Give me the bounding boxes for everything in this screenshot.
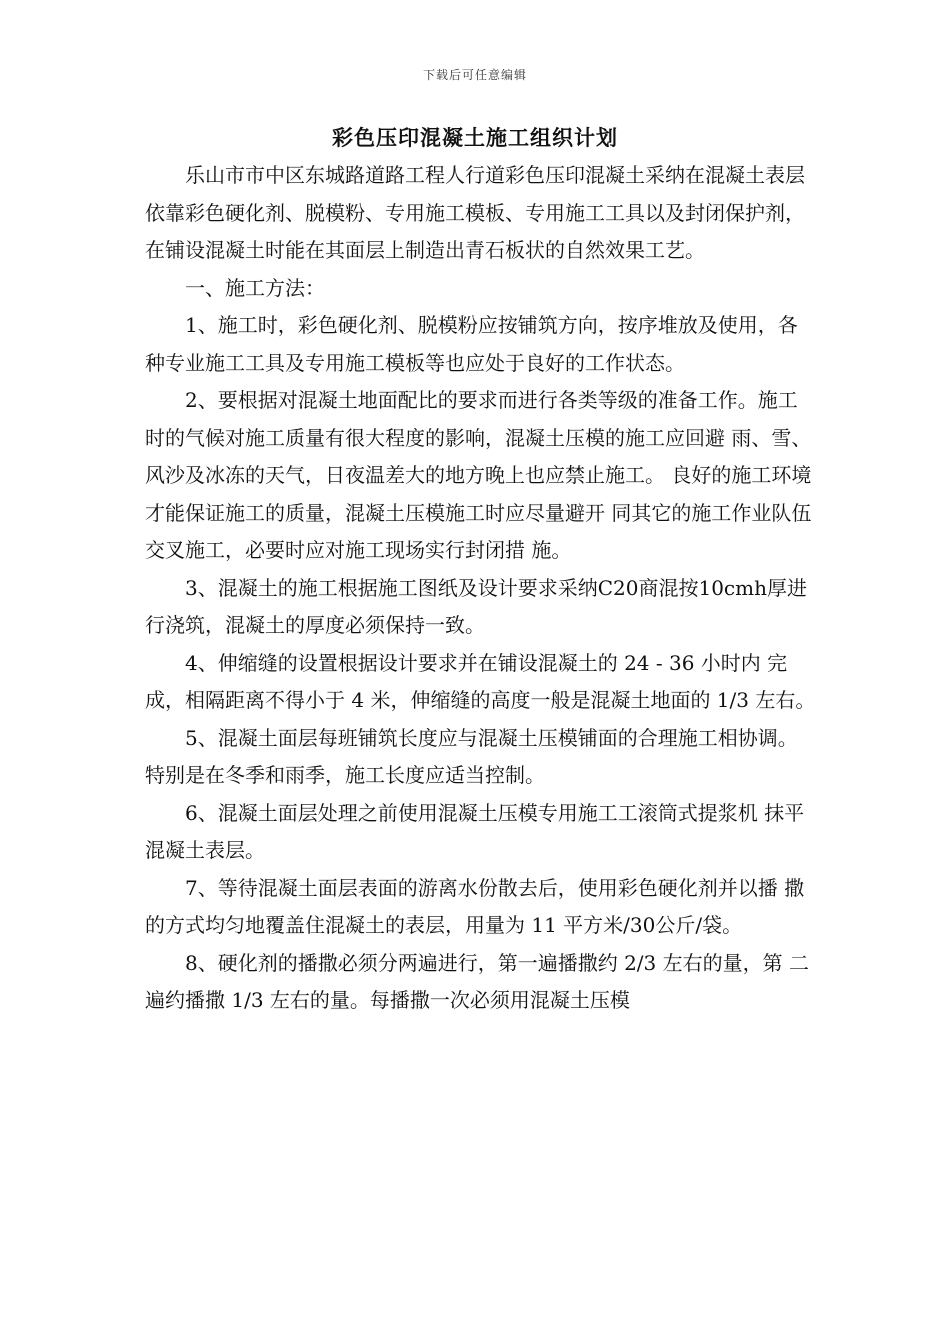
paragraph-item-7: 7、等待混凝土面层表面的游离水份散去后，使用彩色硬化剂并以播 撒的方式均匀地覆盖住混凝土的表层，用量为 11 平方米/30公斤/袋。 — [145, 875, 805, 937]
paragraph-item-4: 4、伸缩缝的设置根据设计要求并在铺设混凝土的 24 - 36 小时内 完成，相隔距离不得小于 4 米，伸缩缝的高度一般是混凝土地面的 1/3 左右。 — [145, 650, 816, 712]
paragraph-item-5: 5、混凝土面层每班铺筑长度应与混凝土压模铺面的合理施工相协调。 特别是在冬季和雨季，施工长度应适当控制。 — [145, 725, 798, 787]
paragraph-item-3: 3、混凝土的施工根据施工图纸及设计要求采纳C20商混按10cmh厚进行浇筑，混凝土的厚度必须保持一致。 — [145, 575, 807, 637]
paragraph-item-6: 6、混凝土面层处理之前使用混凝土压模专用施工工滚筒式提浆机 抹平混凝土表层。 — [145, 800, 805, 862]
header-note: 下载后可任意编辑 — [422, 68, 527, 82]
document-title: 彩色压印混凝土施工组织计划 — [332, 125, 618, 150]
paragraph-item-2: 2、要根据对混凝土地面配比的要求而进行各类等级的准备工作。施工 时的气候对施工质量有很大程度的影响，混凝土压模的施工应回避 雨、雪、风沙及冰冻的天气，日夜温差大的地方晚上也应禁止施工。 良好的施工环境才能保证施工的质量，混凝土压模施工时应尽量避开 同其它的施工作业队伍交叉施工，必要时应对施工现场实行封闭措 施。 — [145, 388, 812, 562]
document-body — [145, 157, 817, 1020]
section-heading-construction-method: 一、施工方法： — [185, 275, 325, 300]
paragraph-intro: 乐山市市中区东城路道路工程人行道彩色压印混凝土采纳在混凝土表层依靠彩色硬化剂、脱模粉、专用施工模板、专用施工工具以及封闭保护剂，在铺设混凝土时能在其面层上制造出青石板状的自然效果工艺。 — [145, 163, 805, 262]
paragraph-item-8: 8、硬化剂的播撒必须分两遍进行，第一遍播撒约 2/3 左右的量，第 二遍约播撒 1/3 左右的量。每播撒一次必须用混凝土压模 — [145, 950, 809, 1012]
paragraph-item-1: 1、施工时，彩色硬化剂、脱模粉应按铺筑方向，按序堆放及使用，各 种专业施工工具及专用施工模板等也应处于良好的工作状态。 — [145, 313, 798, 375]
